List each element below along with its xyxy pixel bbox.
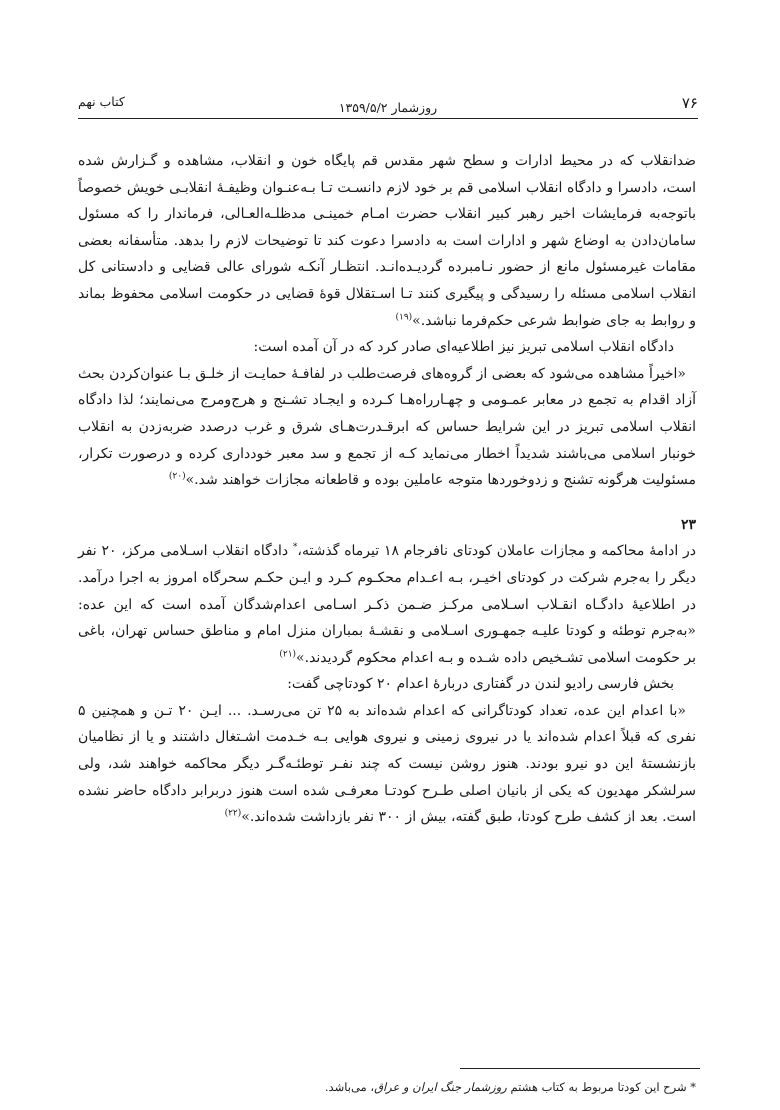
page-body: [78, 148, 696, 831]
reference-22: (۲۲): [224, 808, 242, 819]
paragraph-5: بخش فارسی رادیو لندن در گفتاری دربارهٔ اعدام ۲۰ کودتاچی گفت:: [287, 676, 674, 693]
header-date: روزشمار ۱۳۵۹/۵/۲: [338, 100, 438, 115]
reference-20: (۲۰): [168, 471, 186, 482]
reference-21: (۲۱): [279, 649, 297, 660]
footnote-rule: [460, 1068, 700, 1069]
paragraph-2: دادگاه انقلاب اسلامی تبریز نیز اطلاعیه‌ای صادر کرد که در آن آمده است:: [253, 339, 674, 356]
reference-19: (۱۹): [395, 311, 413, 322]
footnote-marker: *: [292, 542, 298, 553]
paragraph-1: ضدانقلاب که در محیط ادارات و سطح شهر مقدس قم پایگاه خون و انقلاب، مشاهده و گـزارش شده است، دادسرا و دادگاه انقلاب اسلامی قم بر خود لازم دانسـت تـا بـه‌عنـوان وظیفـهٔ انقلابـی خویش خصوصاً باتوجه‌به فرمایشات اخیر رهبر کبیر انقلاب حضرت امـام خمینـی مدظلـه‌العـالی، فرماندار را که مسئول سامان‌دادن به اوضاع شهر و ادارات است به دادسرا دعوت کند تا توضیحات لازم را بدهد. متأسفانه بعضی مقامات غیرمسئول مانع از حضور نـامبرده گردیـده‌انـد. انتظـار آنکـه شورای عالی قضایی و دادستانی کل انقلاب اسلامی مسئله را رسیدگی و پیگیری کنند تـا اسـتقلال قوهٔ قضایی در حکومت اسلامی محفوظ بماند و روابط به جای ضوابط شرعی حکم‌فرما نباشد.»$^{(۱۹)}$: [78, 153, 696, 329]
paragraph-3-quote: «اخیراً مشاهده می‌شود که بعضی از گروه‌های فرصت‌طلب در لفافـهٔ حمایـت از خلـق بـا عنوان‌کردن بحث آزاد اقدام به تجمع در معابر عمـومی و چهـارراه‌هـا کـرده و ایجـاد تشـنج و هرج‌ومرج می‌نمایند؛ لذا دادگاه انقلاب اسلامی تبریز در این شرایط حساس که ابرقـدرت‌هـای شرق و غرب درصدد ضربه‌زدن به انقلاب خونبار اسلامی می‌باشند شدیداً اخطار می‌نماید کـه از تجمع و سد معبر خودداری کرده و درصورت تکرار، مسئولیت هرگونه تشنج و زدوخوردها متوجه عاملین بوده و قاطعانه مجازات خواهند شد.»$^{(۲۰)}$: [78, 365, 696, 489]
footnote-book-title: روزشمار جنگ ایران و عراق: [374, 1080, 507, 1094]
section-number: ۲۳: [680, 516, 696, 533]
book-title: کتاب نهم: [78, 94, 125, 109]
page-header: [78, 94, 698, 124]
paragraph-4: در ادامهٔ محاکمه و مجازات عاملان کودتای نافرجام ۱۸ تیرماه گذشته،* دادگاه انقلاب اسـلامی مرکز، ۲۰ نفر دیگر را به‌جرم شرکت در کودتای اخیـر، بـه اعـدام محکـوم کـرد و ایـن حکـم سحرگاه امروز به اجرا درآمد. در اطلاعیهٔ دادگـاه انقـلاب اسـلامی مرکـز ضـمن ذکـر اسـامی اعدام‌شدگان آمده است که این عده: «به‌جرم توطئه و کودتا علیـه جمهـوری اسـلامی و نقشـهٔ بمباران منزل امام و مناطق حساس تهران، باغی بر حکومت اسلامی تشـخیص داده شـده و بـه اعدام محکوم گردیدند.»$^{(۲۱)}$: [78, 542, 696, 666]
header-rule: [78, 118, 698, 119]
paragraph-6-quote: «با اعدام این عده، تعداد کودتاگرانی که اعدام شده‌اند به ۲۵ تن می‌رسـد. ... ایـن ۲۰ تـن و همچنین ۵ نفری که قبلاً اعدام شده‌اند یا در نیروی زمینی و نیروی هوایی بـه خـدمت اشـتغال داشتند و یا از نظامیان بازنشستهٔ این دو نیرو بودند. هنوز روشن نیست که چند نفـر توطئـه‌گـر دیگر محاکمه خواهند شد، ولی سرلشکر مهدیون که یکی از بانیان اصلی طـرح کودتـا معرفـی شده است هنوز دربرابر دادگاه حاضر نشده است. بعد از کشف طرح کودتا، طبق گفته، بیش از ۳۰۰ نفر بازداشت شده‌اند.»$^{(۲۲)}$: [78, 702, 696, 826]
page-number: ۷۶: [681, 94, 698, 112]
footnote: * شرح این کودتا مربوط به کتاب هشتم روزشمار جنگ ایران و عراق، می‌باشد.: [324, 1080, 696, 1094]
